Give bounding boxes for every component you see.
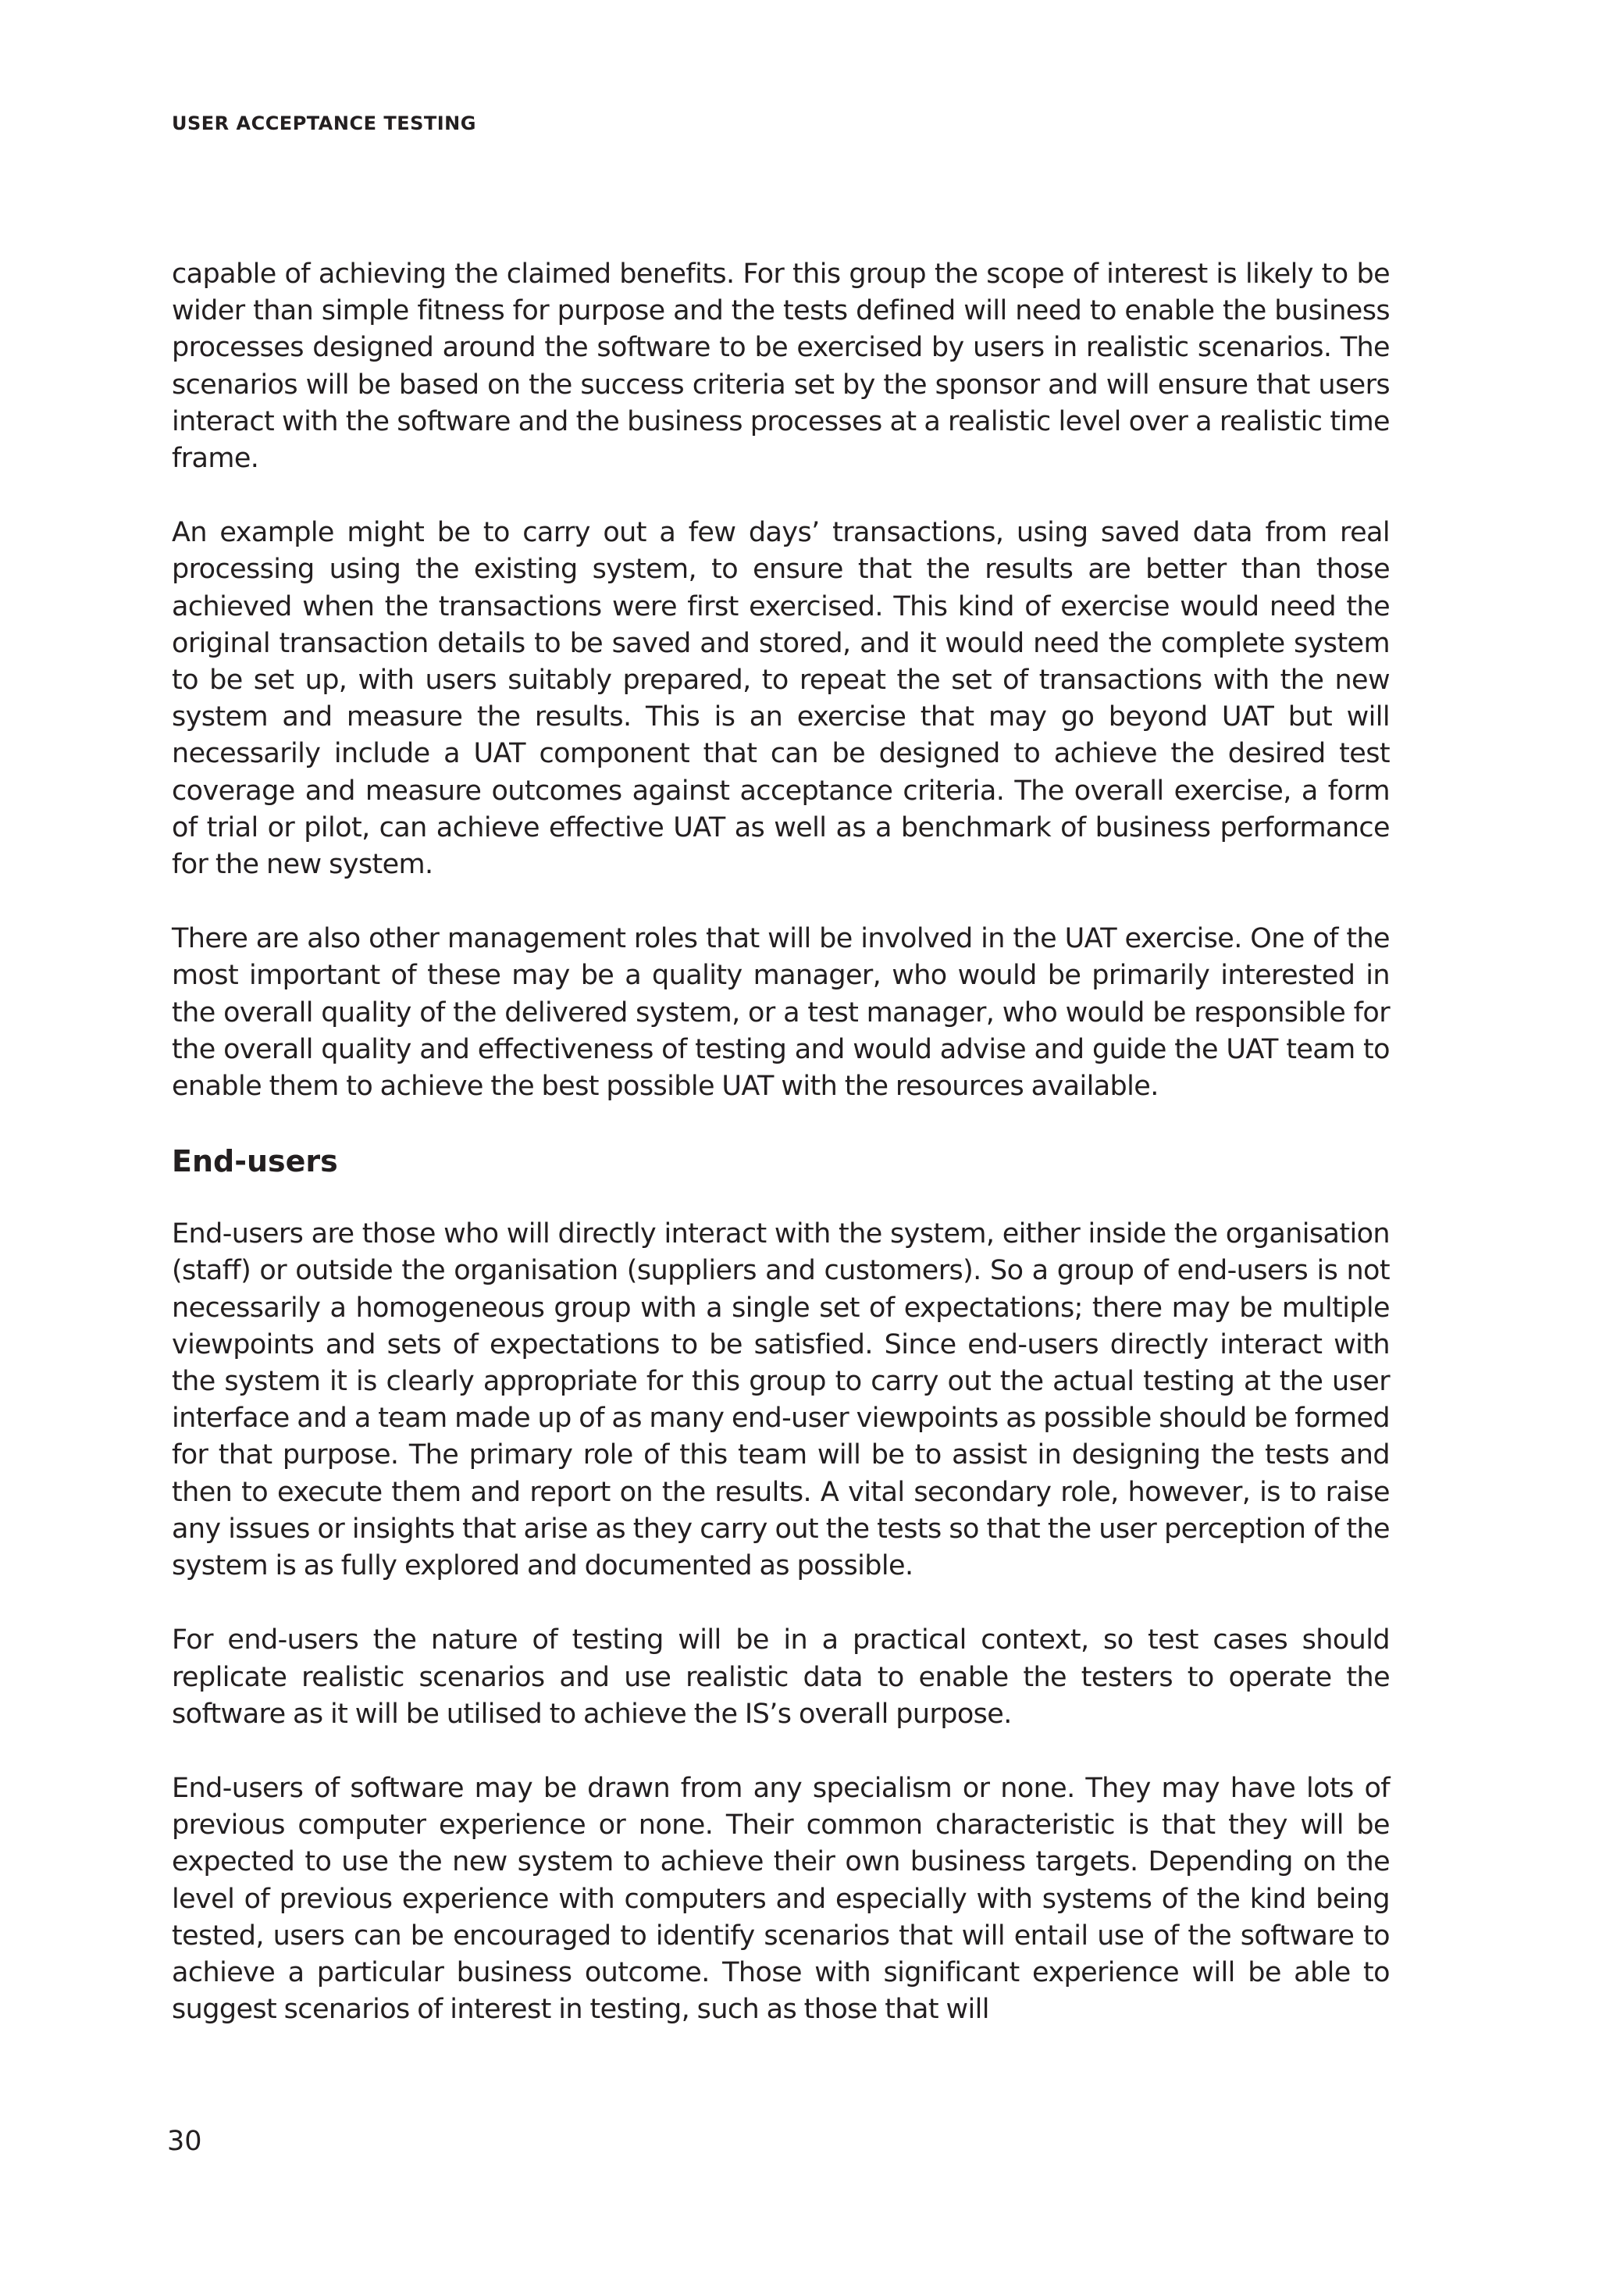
paragraph-3: There are also other management roles that will be involved in the UAT exercise. One of the most important of these may be a quality manager, who would be primarily interested in the overall quality of the delivered system, or a test manager, who would be responsible for the overall quality and effectiveness of testing and would advise and guide the UAT team to enable them to achieve the best possible UAT with the resources available. [172,923,1390,1103]
page-number: 30 [167,2126,202,2157]
page-body [172,256,1390,2066]
running-head: USER ACCEPTANCE TESTING [172,112,476,134]
paragraph-6: End-users of software may be drawn from any specialism or none. They may have lots of previous computer experience or none. Their common characteristic is that they will be expected to use the new system to achieve their own business targets. Depending on the level of previous experience with computers and especially with systems of the kind being tested, users can be encouraged to identify scenarios that will entail use of the software to achieve a particular business outcome. Those with significant experience will be able to suggest scenarios of interest in testing, such as those that will [172,1772,1390,2026]
section-heading-end-users: End-users [172,1144,338,1179]
paragraph-5: For end-users the nature of testing will be in a practical context, so test cases should replicate realistic scenarios and use realistic data to enable the testers to operate the software as it will be utilised to achieve the IS’s overall purpose. [172,1624,1390,1730]
paragraph-2: An example might be to carry out a few days’ transactions, using saved data from real processing using the existing system, to ensure that the results are better than those achieved when the transactions were first exercised. This kind of exercise would need the original transaction details to be saved and stored, and it would need the complete system to be set up, with users suitably prepared, to repeat the set of transactions with the new system and measure the results. This is an exercise that may go beyond UAT but will necessarily include a UAT component that can be designed to achieve the desired test coverage and measure outcomes against acceptance criteria. The overall exercise, a form of trial or pilot, can achieve effective UAT as well as a benchmark of business performance for the new system. [172,517,1390,881]
paragraph-1: capable of achieving the claimed benefits. For this group the scope of interest is likely to be wider than simple fitness for purpose and the tests defined will need to enable the business processes designed around the software to be exercised by users in realistic scenarios. The scenarios will be based on the success criteria set by the sponsor and will ensure that users interact with the software and the business processes at a realistic level over a realistic time frame. [172,258,1390,475]
paragraph-4: End-users are those who will directly interact with the system, either inside the organisation (staff) or outside the organisation (suppliers and customers). So a group of end-users is not necessarily a homogeneous group with a single set of expectations; there may be multiple viewpoints and sets of expectations to be satisfied. Since end-users directly interact with the system it is clearly appropriate for this group to carry out the actual testing at the user interface and a team made up of as many end-user viewpoints as possible should be formed for that purpose. The primary role of this team will be to assist in designing the tests and then to execute them and report on the results. A vital secondary role, however, is to raise any issues or insights that arise as they carry out the tests so that the user perception of the system is as fully explored and documented as possible. [172,1218,1390,1582]
